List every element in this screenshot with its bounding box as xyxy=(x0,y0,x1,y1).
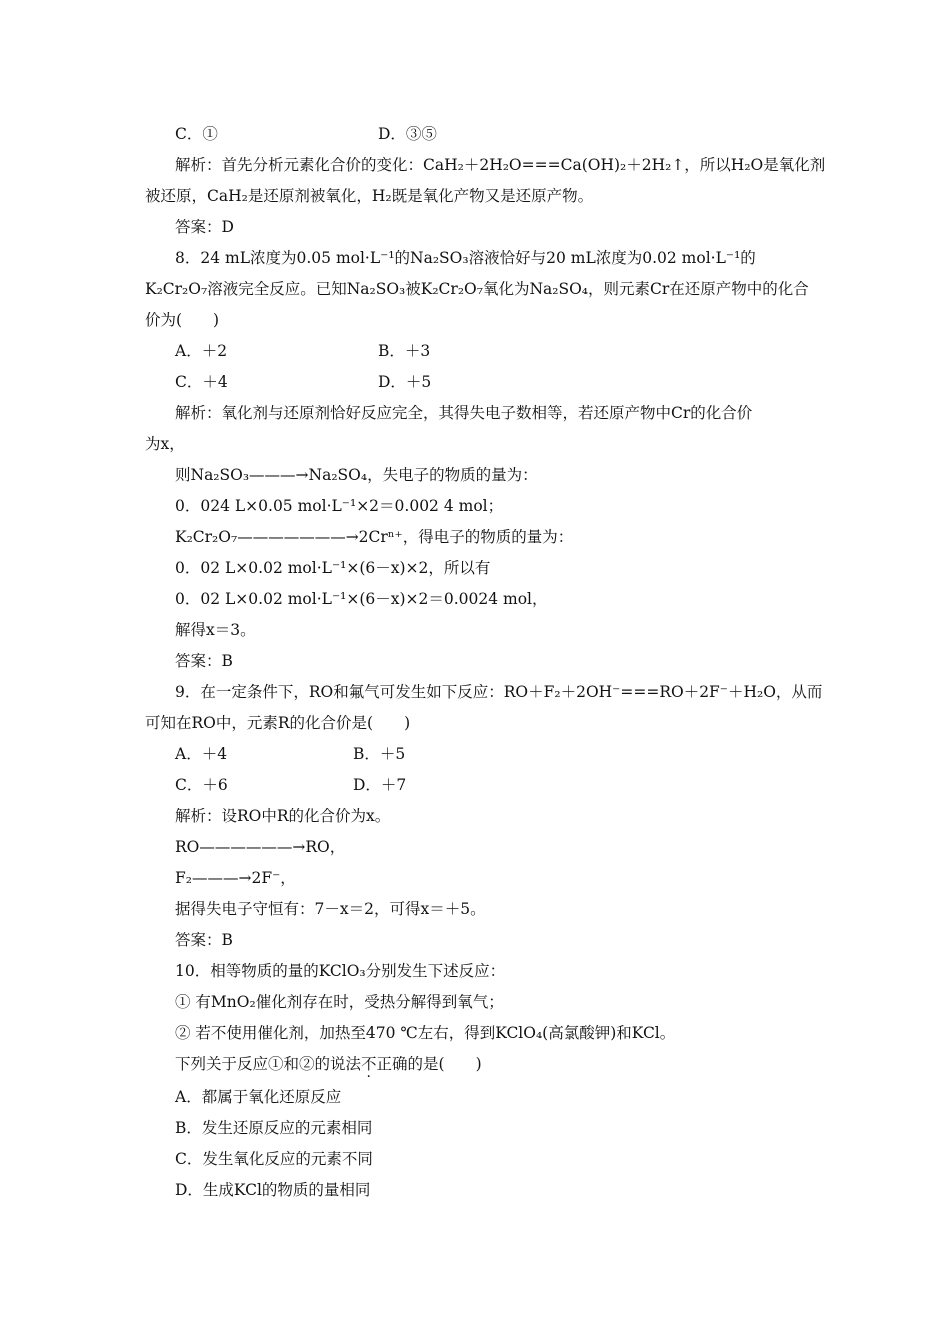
q10-option-d: D．生成KCl的物质的量相同 xyxy=(175,1181,371,1199)
q8-option-c: C．＋4 xyxy=(175,373,228,391)
q8-analysis-line4: 0．024 L×0.05 mol·L⁻¹×2＝0.002 4 mol； xyxy=(175,497,504,515)
q7-option-c: C．① xyxy=(175,125,218,143)
q8-option-a: A．＋2 xyxy=(175,342,228,360)
q8-answer: 答案：B xyxy=(175,652,233,670)
q10-condition-1: ① 有MnO₂催化剂存在时，受热分解得到氧气； xyxy=(175,993,504,1011)
q9-answer: 答案：B xyxy=(175,931,233,949)
q8-analysis-line1: 解析：氧化剂与还原剂恰好反应完全，其得失电子数相等，若还原产物中Cr的化合价 xyxy=(175,404,753,422)
q7-analysis-line2: 被还原，CaH₂是还原剂被氧化，H₂既是氧化产物又是还原产物。 xyxy=(145,187,594,205)
q7-analysis-line1: 解析：首先分析元素化合价的变化：CaH₂＋2H₂O===Ca(OH)₂＋2H₂↑，所以H₂O是氧化剂 xyxy=(175,156,826,174)
q8-analysis-line3: 则Na₂SO₃———→Na₂SO₄，失电子的物质的量为： xyxy=(175,466,538,484)
q9-analysis-line1: 解析：设RO中R的化合价为x。 xyxy=(175,807,391,825)
q10-option-b: B．发生还原反应的元素相同 xyxy=(175,1119,373,1137)
q9-option-c: C．＋6 xyxy=(175,776,228,794)
q8-stem-line3: 价为( ) xyxy=(145,311,220,329)
q10-emphasis-not: 不 xyxy=(361,1055,377,1073)
q7-option-d: D．③⑤ xyxy=(378,125,437,143)
q9-analysis-line3: F₂———→2F⁻， xyxy=(175,869,296,887)
q8-analysis-line7: 0．02 L×0.02 mol·L⁻¹×(6－x)×2＝0.0024 mol， xyxy=(175,590,548,608)
q9-option-b: B．＋5 xyxy=(353,745,406,763)
q8-option-b: B．＋3 xyxy=(378,342,431,360)
q10-question xyxy=(175,1054,482,1074)
q9-option-d: D．＋7 xyxy=(353,776,407,794)
q10-option-a: A．都属于氧化还原反应 xyxy=(175,1088,342,1106)
q9-stem-line1: 9．在一定条件下，RO和氟气可发生如下反应：RO＋F₂＋2OH⁻===RO＋2F⁻＋H₂O，从而 xyxy=(175,683,823,701)
q8-analysis-line6: 0．02 L×0.02 mol·L⁻¹×(6－x)×2，所以有 xyxy=(175,559,491,577)
q7-answer: 答案：D xyxy=(175,218,234,236)
q8-stem-line2: K₂Cr₂O₇溶液完全反应。已知Na₂SO₃被K₂Cr₂O₇氧化为Na₂SO₄，则元素Cr在还原产物中的化合 xyxy=(145,280,809,298)
q9-stem-line2: 可知在RO中，元素R的化合价是( ) xyxy=(145,714,411,732)
q9-analysis-line4: 据得失电子守恒有：7－x＝2，可得x＝＋5。 xyxy=(175,900,486,918)
q8-analysis-line5: K₂Cr₂O₇———————→2Crⁿ⁺，得电子的物质的量为： xyxy=(175,528,574,546)
q8-option-d: D．＋5 xyxy=(378,373,432,391)
q10-condition-2: ② 若不使用催化剂，加热至470 ℃左右，得到KClO₄(高氯酸钾)和KCl。 xyxy=(175,1024,676,1042)
q9-option-a: A．＋4 xyxy=(175,745,228,763)
q8-analysis-line8: 解得x＝3。 xyxy=(175,621,256,639)
q8-stem-line1: 8．24 mL浓度为0.05 mol·L⁻¹的Na₂SO₃溶液恰好与20 mL浓度为0.02 mol·L⁻¹的 xyxy=(175,249,756,267)
q9-analysis-line2: RO——————→RO， xyxy=(175,838,346,856)
q8-analysis-line2: 为x， xyxy=(145,435,185,453)
q10-stem: 10．相等物质的量的KClO₃分别发生下述反应： xyxy=(175,962,506,980)
q10-option-c: C．发生氧化反应的元素不同 xyxy=(175,1150,373,1168)
q10-question-post: 正确的是( ) xyxy=(376,1055,482,1073)
q10-question-pre: 下列关于反应①和②的说法 xyxy=(175,1055,362,1073)
